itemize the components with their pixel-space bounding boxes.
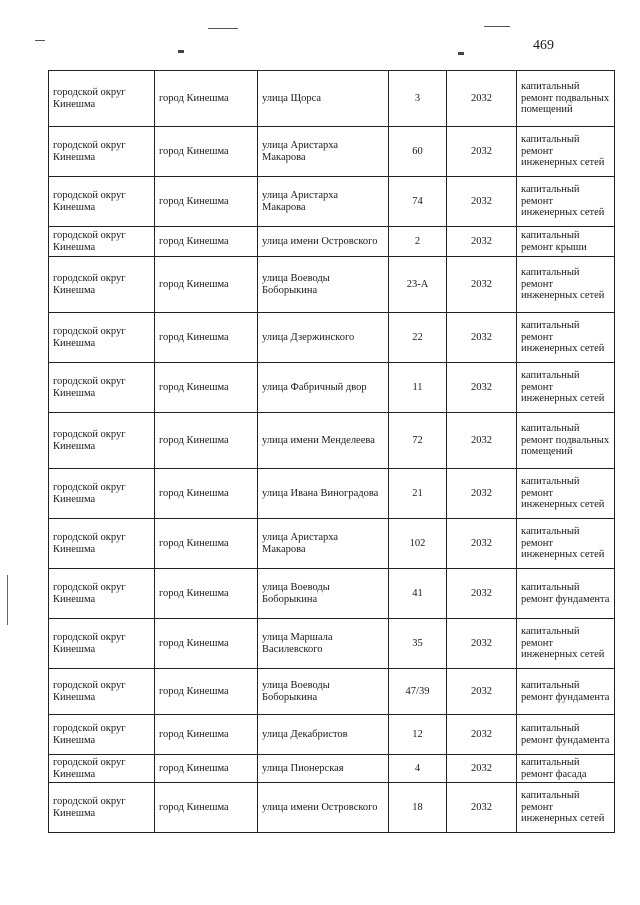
cell-city: город Кинешма bbox=[155, 127, 258, 177]
cell-house-number: 47/39 bbox=[389, 669, 447, 715]
cell-year: 2032 bbox=[447, 363, 517, 413]
scan-mark bbox=[484, 26, 510, 27]
scan-mark bbox=[208, 28, 238, 29]
scan-mark bbox=[35, 40, 45, 41]
cell-house-number: 22 bbox=[389, 313, 447, 363]
cell-house-number: 72 bbox=[389, 413, 447, 469]
table-row bbox=[49, 715, 615, 755]
cell-street: улица Аристарха Макарова bbox=[258, 177, 389, 227]
cell-house-number: 60 bbox=[389, 127, 447, 177]
cell-district: городской округ Кинешма bbox=[49, 363, 155, 413]
cell-year: 2032 bbox=[447, 127, 517, 177]
table-row bbox=[49, 313, 615, 363]
scan-dot bbox=[178, 50, 184, 53]
cell-house-number: 11 bbox=[389, 363, 447, 413]
cell-work-type: капитальный ремонт фасада bbox=[517, 755, 615, 783]
table-row bbox=[49, 127, 615, 177]
cell-street: улица Ивана Виноградова bbox=[258, 469, 389, 519]
cell-district: городской округ Кинешма bbox=[49, 715, 155, 755]
cell-work-type: капитальный ремонт подвальных помещений bbox=[517, 413, 615, 469]
cell-city: город Кинешма bbox=[155, 569, 258, 619]
cell-year: 2032 bbox=[447, 755, 517, 783]
cell-work-type: капитальный ремонт крыши bbox=[517, 227, 615, 257]
cell-house-number: 4 bbox=[389, 755, 447, 783]
cell-year: 2032 bbox=[447, 71, 517, 127]
cell-city: город Кинешма bbox=[155, 313, 258, 363]
cell-year: 2032 bbox=[447, 569, 517, 619]
table-row bbox=[49, 177, 615, 227]
cell-year: 2032 bbox=[447, 619, 517, 669]
cell-street: улица имени Менделеева bbox=[258, 413, 389, 469]
cell-district: городской округ Кинешма bbox=[49, 783, 155, 833]
cell-house-number: 102 bbox=[389, 519, 447, 569]
cell-district: городской округ Кинешма bbox=[49, 619, 155, 669]
cell-year: 2032 bbox=[447, 257, 517, 313]
cell-year: 2032 bbox=[447, 313, 517, 363]
cell-district: городской округ Кинешма bbox=[49, 413, 155, 469]
cell-house-number: 23-А bbox=[389, 257, 447, 313]
cell-street: улица Фабричный двор bbox=[258, 363, 389, 413]
cell-year: 2032 bbox=[447, 783, 517, 833]
cell-work-type: капитальный ремонт инженерных сетей bbox=[517, 313, 615, 363]
table-row bbox=[49, 257, 615, 313]
cell-street: улица Аристарха Макарова bbox=[258, 127, 389, 177]
table-row bbox=[49, 783, 615, 833]
table-row bbox=[49, 755, 615, 783]
cell-work-type: капитальный ремонт инженерных сетей bbox=[517, 177, 615, 227]
table-row bbox=[49, 569, 615, 619]
page-number: 469 bbox=[533, 38, 554, 53]
cell-city: город Кинешма bbox=[155, 619, 258, 669]
cell-work-type: капитальный ремонт фундамента bbox=[517, 669, 615, 715]
table-row bbox=[49, 669, 615, 715]
cell-year: 2032 bbox=[447, 469, 517, 519]
cell-city: город Кинешма bbox=[155, 257, 258, 313]
cell-district: городской округ Кинешма bbox=[49, 755, 155, 783]
cell-house-number: 41 bbox=[389, 569, 447, 619]
cell-work-type: капитальный ремонт инженерных сетей bbox=[517, 519, 615, 569]
cell-street: улица Аристарха Макарова bbox=[258, 519, 389, 569]
cell-street: улица имени Островского bbox=[258, 783, 389, 833]
cell-district: городской округ Кинешма bbox=[49, 71, 155, 127]
cell-street: улица Воеводы Боборыкина bbox=[258, 569, 389, 619]
cell-district: городской округ Кинешма bbox=[49, 313, 155, 363]
cell-year: 2032 bbox=[447, 715, 517, 755]
cell-city: город Кинешма bbox=[155, 669, 258, 715]
cell-district: городской округ Кинешма bbox=[49, 177, 155, 227]
cell-work-type: капитальный ремонт фундамента bbox=[517, 715, 615, 755]
cell-city: город Кинешма bbox=[155, 71, 258, 127]
cell-house-number: 12 bbox=[389, 715, 447, 755]
cell-house-number: 74 bbox=[389, 177, 447, 227]
cell-house-number: 2 bbox=[389, 227, 447, 257]
table-row bbox=[49, 71, 615, 127]
cell-district: городской округ Кинешма bbox=[49, 127, 155, 177]
cell-work-type: капитальный ремонт инженерных сетей bbox=[517, 783, 615, 833]
table-row bbox=[49, 363, 615, 413]
cell-district: городской округ Кинешма bbox=[49, 669, 155, 715]
cell-year: 2032 bbox=[447, 413, 517, 469]
scan-margin-line bbox=[7, 575, 8, 625]
cell-work-type: капитальный ремонт инженерных сетей bbox=[517, 363, 615, 413]
cell-district: городской округ Кинешма bbox=[49, 257, 155, 313]
cell-city: город Кинешма bbox=[155, 755, 258, 783]
registry-table bbox=[48, 70, 615, 833]
scan-dot bbox=[458, 52, 464, 55]
registry-table-body bbox=[49, 71, 615, 833]
table-row bbox=[49, 413, 615, 469]
cell-street: улица Воеводы Боборыкина bbox=[258, 257, 389, 313]
table-row bbox=[49, 227, 615, 257]
cell-district: городской округ Кинешма bbox=[49, 569, 155, 619]
cell-year: 2032 bbox=[447, 669, 517, 715]
cell-house-number: 18 bbox=[389, 783, 447, 833]
cell-work-type: капитальный ремонт инженерных сетей bbox=[517, 619, 615, 669]
cell-district: городской округ Кинешма bbox=[49, 227, 155, 257]
cell-city: город Кинешма bbox=[155, 519, 258, 569]
cell-city: город Кинешма bbox=[155, 715, 258, 755]
cell-street: улица имени Островского bbox=[258, 227, 389, 257]
cell-house-number: 35 bbox=[389, 619, 447, 669]
table-row bbox=[49, 519, 615, 569]
cell-city: город Кинешма bbox=[155, 783, 258, 833]
cell-street: улица Декабристов bbox=[258, 715, 389, 755]
cell-city: город Кинешма bbox=[155, 413, 258, 469]
cell-street: улица Воеводы Боборыкина bbox=[258, 669, 389, 715]
cell-city: город Кинешма bbox=[155, 227, 258, 257]
cell-district: городской округ Кинешма bbox=[49, 469, 155, 519]
cell-work-type: капитальный ремонт инженерных сетей bbox=[517, 127, 615, 177]
table-row bbox=[49, 469, 615, 519]
cell-house-number: 3 bbox=[389, 71, 447, 127]
cell-year: 2032 bbox=[447, 227, 517, 257]
cell-street: улица Щорса bbox=[258, 71, 389, 127]
cell-year: 2032 bbox=[447, 519, 517, 569]
cell-street: улица Дзержинского bbox=[258, 313, 389, 363]
cell-house-number: 21 bbox=[389, 469, 447, 519]
cell-city: город Кинешма bbox=[155, 469, 258, 519]
table-row bbox=[49, 619, 615, 669]
cell-work-type: капитальный ремонт инженерных сетей bbox=[517, 469, 615, 519]
cell-year: 2032 bbox=[447, 177, 517, 227]
cell-city: город Кинешма bbox=[155, 177, 258, 227]
cell-street: улица Пионерская bbox=[258, 755, 389, 783]
cell-work-type: капитальный ремонт подвальных помещений bbox=[517, 71, 615, 127]
cell-work-type: капитальный ремонт фундамента bbox=[517, 569, 615, 619]
cell-work-type: капитальный ремонт инженерных сетей bbox=[517, 257, 615, 313]
cell-city: город Кинешма bbox=[155, 363, 258, 413]
cell-street: улица Маршала Василевского bbox=[258, 619, 389, 669]
cell-district: городской округ Кинешма bbox=[49, 519, 155, 569]
